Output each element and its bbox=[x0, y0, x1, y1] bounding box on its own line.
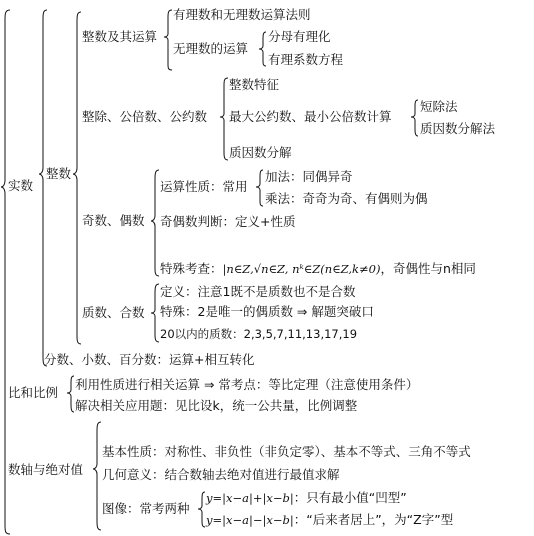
node-integer-ops: 整数及其运算 bbox=[82, 29, 158, 44]
node-abs-geometric: 几何意义：结合数轴去绝对值进行最值求解 bbox=[102, 467, 340, 482]
abs-f2-formula: y=|x−a|−|x−b| bbox=[206, 513, 294, 527]
node-prime-factorization: 质因数分解 bbox=[229, 145, 292, 160]
parity-special-suffix: ，奇偶性与n相同 bbox=[380, 261, 476, 276]
node-fractions: 分数、小数、百分数：运算+相互转化 bbox=[44, 352, 255, 367]
node-parity-add: 加法：同偶异奇 bbox=[265, 169, 353, 184]
bracket-integer-topics bbox=[73, 12, 81, 344]
node-abs-graph: 图像：常考两种 bbox=[102, 501, 190, 516]
bracket-parity-ops bbox=[256, 170, 263, 206]
node-gcd-lcm: 最大公约数、最小公倍数计算 bbox=[229, 109, 392, 124]
bracket-primes bbox=[151, 284, 159, 342]
bracket-integers bbox=[39, 10, 47, 366]
node-parity-props: 运算性质：常用 bbox=[160, 179, 248, 194]
node-primes: 质数、合数 bbox=[82, 305, 145, 320]
bracket-ratio bbox=[67, 376, 74, 412]
node-divisibility: 整除、公倍数、公约数 bbox=[82, 109, 208, 124]
node-prime-list: 20以内的质数：2,3,5,7,11,13,17,19 bbox=[160, 327, 358, 341]
node-rationalize: 分母有理化 bbox=[268, 29, 331, 44]
node-integer-feature: 整数特征 bbox=[229, 77, 280, 92]
abs-f1-text: ：只有最小值“凹型” bbox=[293, 490, 407, 505]
bracket-irrational bbox=[259, 32, 266, 66]
node-absolute-value: 数轴与绝对值 bbox=[8, 462, 84, 477]
parity-special-prefix: 特殊考查： bbox=[160, 261, 223, 276]
node-parity-special bbox=[160, 261, 476, 277]
bracket-divisibility bbox=[220, 78, 228, 160]
bracket-parity bbox=[151, 170, 159, 276]
node-prime-special: 特殊：2是唯一的偶质数 ⇒ 解题突破口 bbox=[160, 304, 374, 319]
node-real-numbers: 实数 bbox=[8, 178, 34, 193]
node-coef-equation: 有理系数方程 bbox=[268, 52, 344, 67]
node-parity-judge: 奇偶数判断：定义+性质 bbox=[160, 214, 296, 229]
parity-special-formula: |n∈Z,√n∈Z, nᵏ∈Z(n∈Z,k≠0) bbox=[222, 262, 381, 276]
node-ratio: 比和比例 bbox=[8, 385, 59, 400]
bracket-gcd-methods bbox=[411, 100, 418, 136]
node-irrational-ops: 无理数的运算 bbox=[173, 41, 249, 56]
node-ratio-use: 利用性质进行相关运算 ⇒ 常考点：等比定理（注意使用条件） bbox=[75, 377, 419, 392]
node-prime-def: 定义：注意1既不是质数也不是合数 bbox=[160, 284, 356, 299]
node-ratio-apply: 解决相关应用题：见比设k，统一公共量，比例调整 bbox=[75, 398, 358, 413]
node-short-division: 短除法 bbox=[420, 99, 458, 114]
abs-f2-text: ：“后来者居上”，为“Z字”型 bbox=[293, 512, 454, 527]
node-factorization-method: 质因数分解法 bbox=[420, 121, 496, 136]
bracket-real-numbers bbox=[1, 10, 10, 534]
node-ops-rule: 有理数和无理数运算法则 bbox=[173, 7, 311, 22]
node-parity-mul: 乘法：奇奇为奇、有偶则为偶 bbox=[265, 191, 428, 206]
node-integers: 整数 bbox=[46, 166, 72, 181]
node-abs-f1 bbox=[206, 490, 407, 506]
node-parity: 奇数、偶数 bbox=[82, 213, 145, 228]
node-abs-f2 bbox=[206, 512, 453, 528]
bracket-absolute bbox=[93, 422, 101, 530]
abs-f1-formula: y=|x−a|+|x−b| bbox=[206, 491, 294, 505]
bracket-graph bbox=[198, 492, 205, 527]
node-abs-basic: 基本性质：对称性、非负性（非负定零）、基本不等式、三角不等式 bbox=[102, 444, 471, 459]
bracket-ops bbox=[164, 10, 172, 70]
